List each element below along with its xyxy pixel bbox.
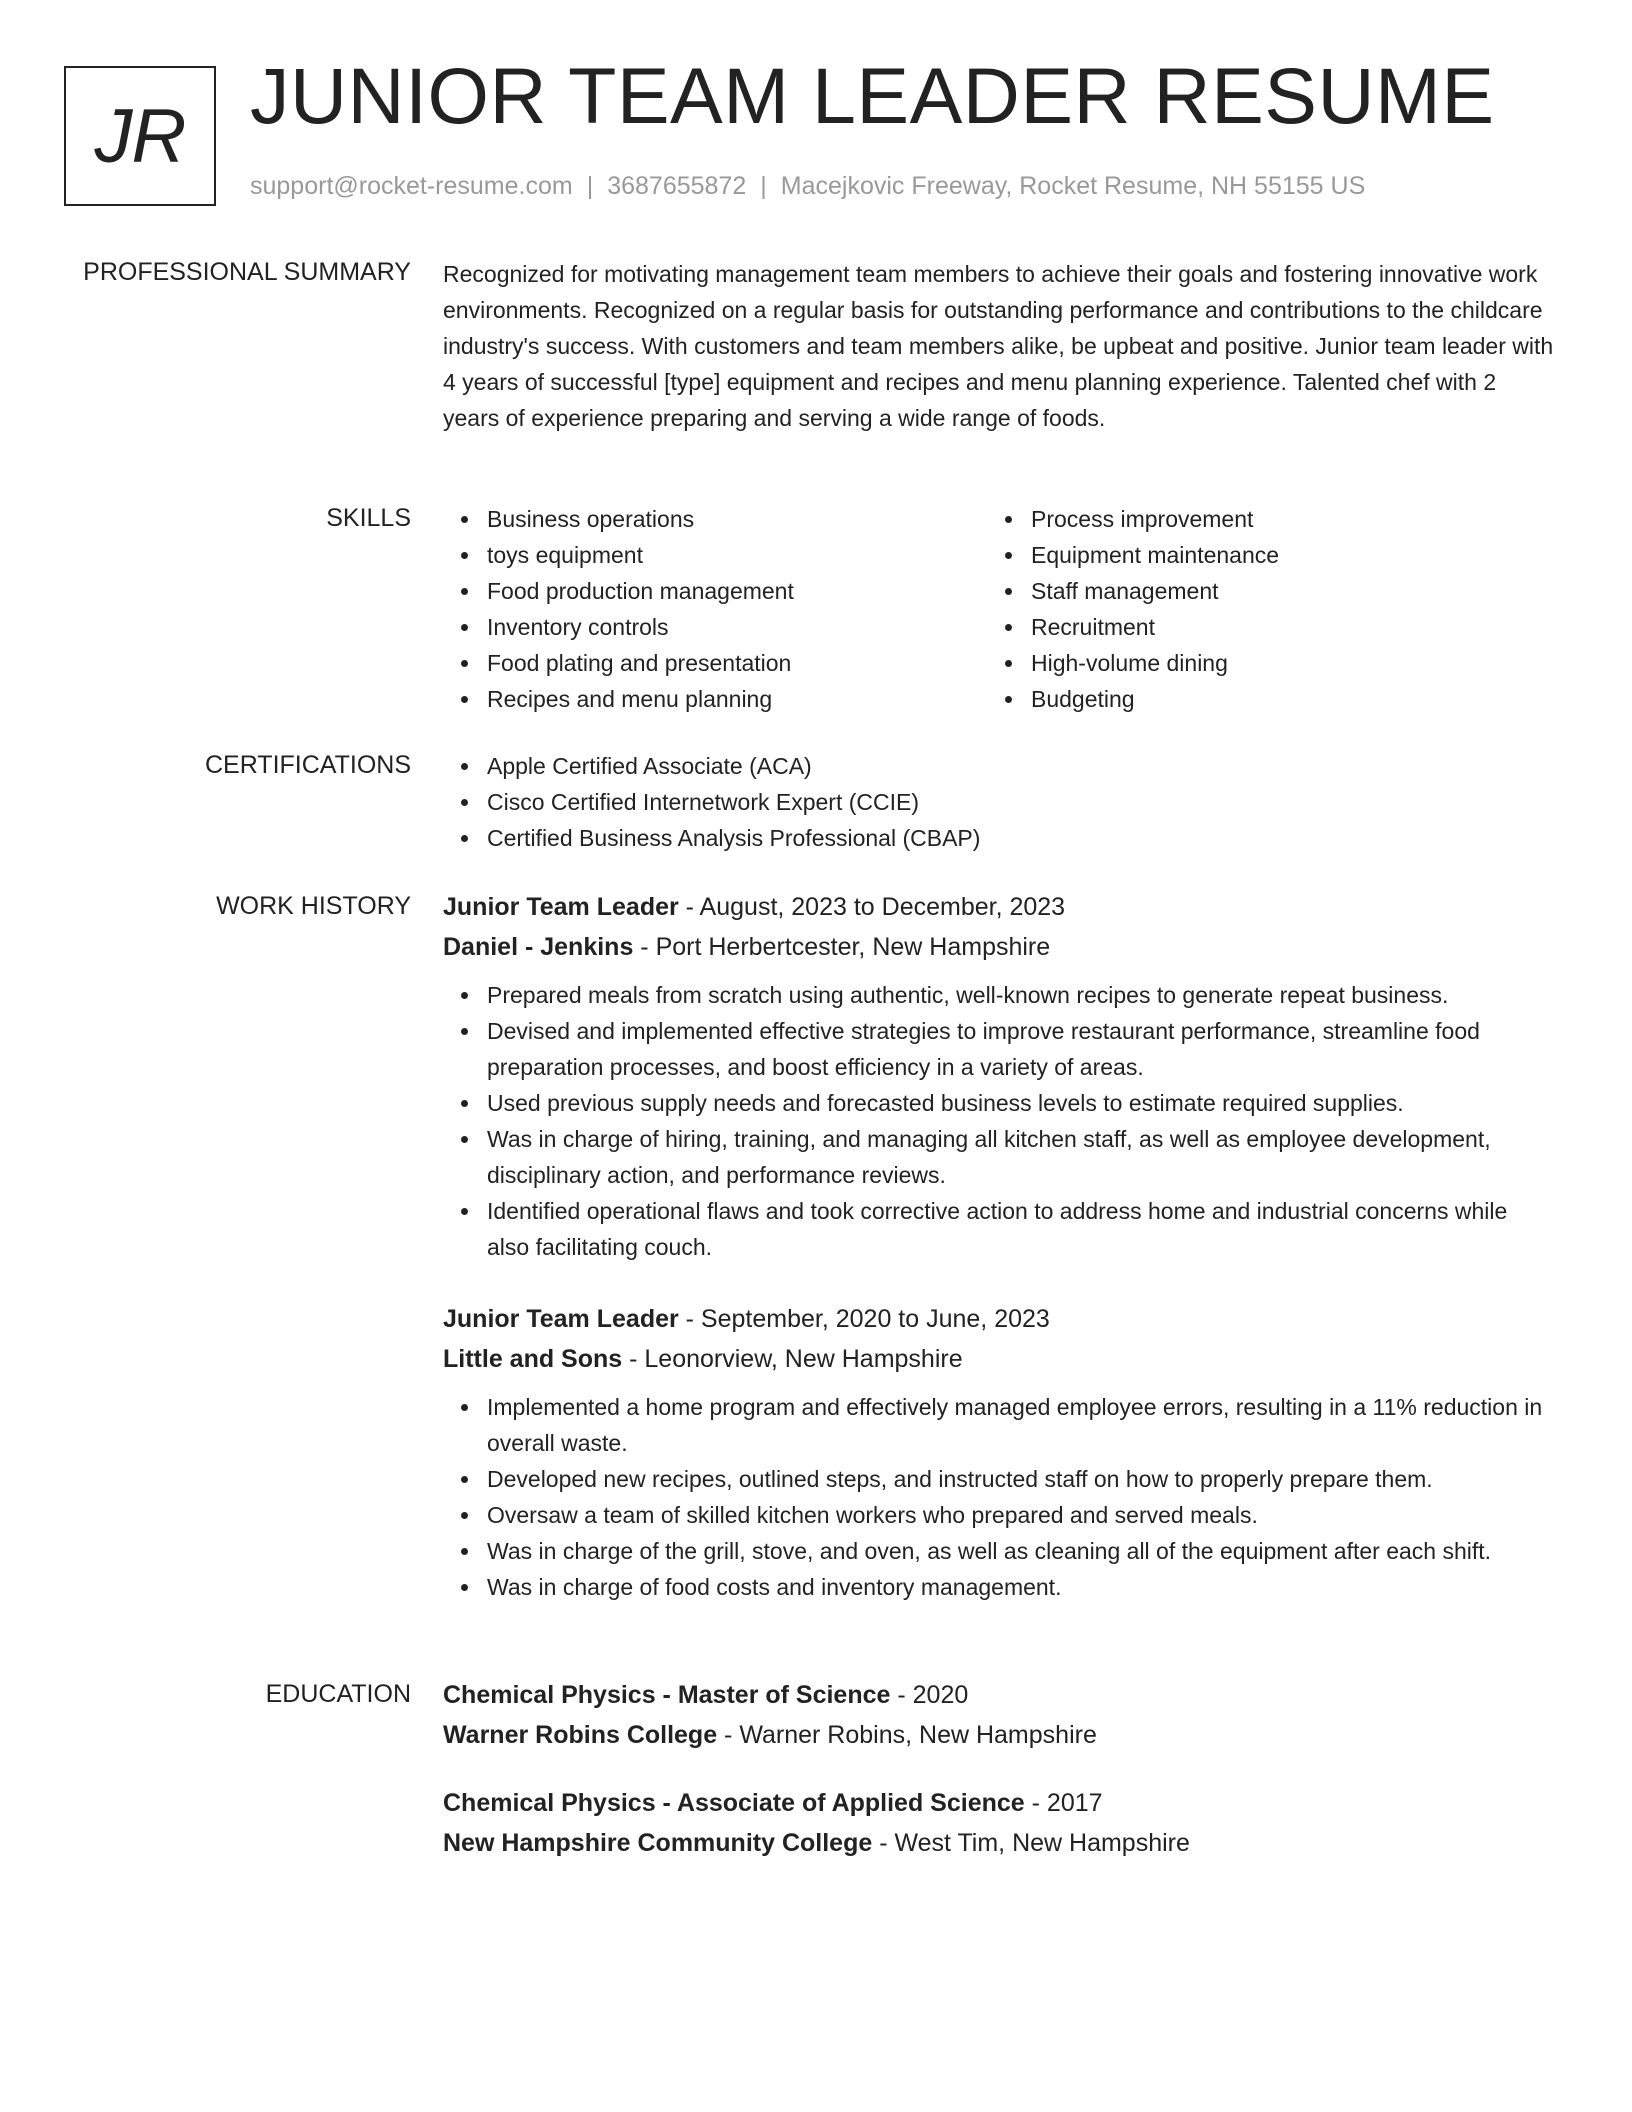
certifications-section [443, 748, 1555, 856]
job-location: - Leonorview, New Hampshire [622, 1345, 963, 1373]
certification-item: Certified Business Analysis Professional (CBAP) [487, 820, 1555, 856]
job-title: Junior Team Leader [443, 1305, 679, 1333]
contact-separator: | [760, 172, 767, 200]
education-degree-line [443, 1783, 1555, 1823]
certifications-heading: CERTIFICATIONS [204, 751, 411, 779]
contact-phone: 3687655872 [607, 172, 747, 200]
education-school-line [443, 1823, 1555, 1863]
contact-separator: | [586, 172, 594, 200]
certification-item: Apple Certified Associate (ACA) [487, 748, 1555, 784]
skill-item: Staff management [1031, 573, 1279, 609]
job-dates: - September, 2020 to June, 2023 [678, 1305, 1050, 1333]
summary-heading: PROFESSIONAL SUMMARY [83, 258, 411, 286]
education-entry [443, 1783, 1555, 1863]
certification-item: Cisco Certified Internetwork Expert (CCIE) [487, 784, 1555, 820]
job-company-line [443, 927, 1555, 967]
summary-section [443, 256, 1555, 436]
skills-heading: SKILLS [326, 504, 411, 532]
job-company: Little and Sons [443, 1345, 623, 1373]
skills-column-right [987, 501, 1279, 717]
education-school-line [443, 1715, 1555, 1755]
job-title-line [443, 1299, 1555, 1339]
skill-item: Inventory controls [487, 609, 794, 645]
skill-item: Budgeting [1031, 681, 1279, 717]
education-heading: EDUCATION [265, 1680, 411, 1708]
skill-item: Business operations [487, 501, 794, 537]
job-location: - Port Herbertcester, New Hampshire [633, 933, 1051, 961]
job-duties-list [443, 1389, 1555, 1605]
work-history-heading: WORK HISTORY [216, 892, 411, 920]
skill-item: Recipes and menu planning [487, 681, 794, 717]
skill-item: High-volume dining [1031, 645, 1279, 681]
skill-item: Food plating and presentation [487, 645, 794, 681]
skill-item: Food production management [487, 573, 794, 609]
education-year: - 2017 [1024, 1789, 1103, 1817]
contact-address: Macejkovic Freeway, Rocket Resume, NH 55155 US [780, 172, 1366, 200]
monogram-logo: JR [64, 66, 216, 206]
job-duties-list [443, 977, 1555, 1265]
education-location: - West Tim, New Hampshire [872, 1829, 1190, 1857]
skill-item: Equipment maintenance [1031, 537, 1279, 573]
education-degree: Chemical Physics - Associate of Applied Science [443, 1789, 1025, 1817]
page-title: JUNIOR TEAM LEADER RESUME [250, 51, 1495, 140]
job-title-line [443, 887, 1555, 927]
job-duty-item: Prepared meals from scratch using authentic, well-known recipes to generate repeat business. [487, 977, 1555, 1013]
skills-section [443, 501, 1555, 721]
job-duty-item: Used previous supply needs and forecasted business levels to estimate required supplies. [487, 1085, 1555, 1121]
job-duty-item: Implemented a home program and effectively managed employee errors, resulting in a 11% reduction in overall waste. [487, 1389, 1555, 1461]
job-company-line [443, 1339, 1555, 1379]
job-duty-item: Identified operational flaws and took corrective action to address home and industrial concerns while also facilitating couch. [487, 1193, 1555, 1265]
job-duty-item: Was in charge of food costs and inventory management. [487, 1569, 1555, 1605]
job-duty-item: Was in charge of hiring, training, and managing all kitchen staff, as well as employee development, disciplinary action, and performance reviews. [487, 1121, 1555, 1193]
education-year: - 2020 [890, 1681, 969, 1709]
job-company: Daniel - Jenkins [443, 933, 634, 961]
education-entry [443, 1675, 1555, 1755]
job-duty-item: Oversaw a team of skilled kitchen workers who prepared and served meals. [487, 1497, 1555, 1533]
skills-column-left [443, 501, 794, 717]
skills-list-right [987, 501, 1279, 717]
education-degree: Chemical Physics - Master of Science [443, 1681, 891, 1709]
skills-list-left [443, 501, 794, 717]
education-degree-line [443, 1675, 1555, 1715]
job-duty-item: Devised and implemented effective strategies to improve restaurant performance, streamline food preparation processes, and boost efficiency in a variety of areas. [487, 1013, 1555, 1085]
contact-email: support@rocket-resume.com [250, 172, 573, 200]
certifications-list [443, 748, 1555, 856]
job-entry [443, 1299, 1555, 1605]
job-title: Junior Team Leader [443, 893, 679, 921]
education-location: - Warner Robins, New Hampshire [717, 1721, 1097, 1749]
job-duty-item: Was in charge of the grill, stove, and oven, as well as cleaning all of the equipment after each shift. [487, 1533, 1555, 1569]
skill-item: Recruitment [1031, 609, 1279, 645]
skill-item: toys equipment [487, 537, 794, 573]
education-school: Warner Robins College [443, 1721, 718, 1749]
job-dates: - August, 2023 to December, 2023 [678, 893, 1066, 921]
job-duty-item: Developed new recipes, outlined steps, and instructed staff on how to properly prepare them. [487, 1461, 1555, 1497]
education-school: New Hampshire Community College [443, 1829, 873, 1857]
summary-text: Recognized for motivating management team members to achieve their goals and fostering innovative work environments. Recognized on a regular basis for outstanding performance and contributions to the childcare industry's success. With customers and team members alike, be upbeat and positive. Junior team leader with 4 years of successful [type] equipment and recipes and menu planning experience. Talented chef with 2 years of experience preparing and serving a wide range of foods. [443, 261, 1554, 431]
job-entry [443, 887, 1555, 1265]
skill-item: Process improvement [1031, 501, 1279, 537]
contact-line [250, 174, 1365, 199]
